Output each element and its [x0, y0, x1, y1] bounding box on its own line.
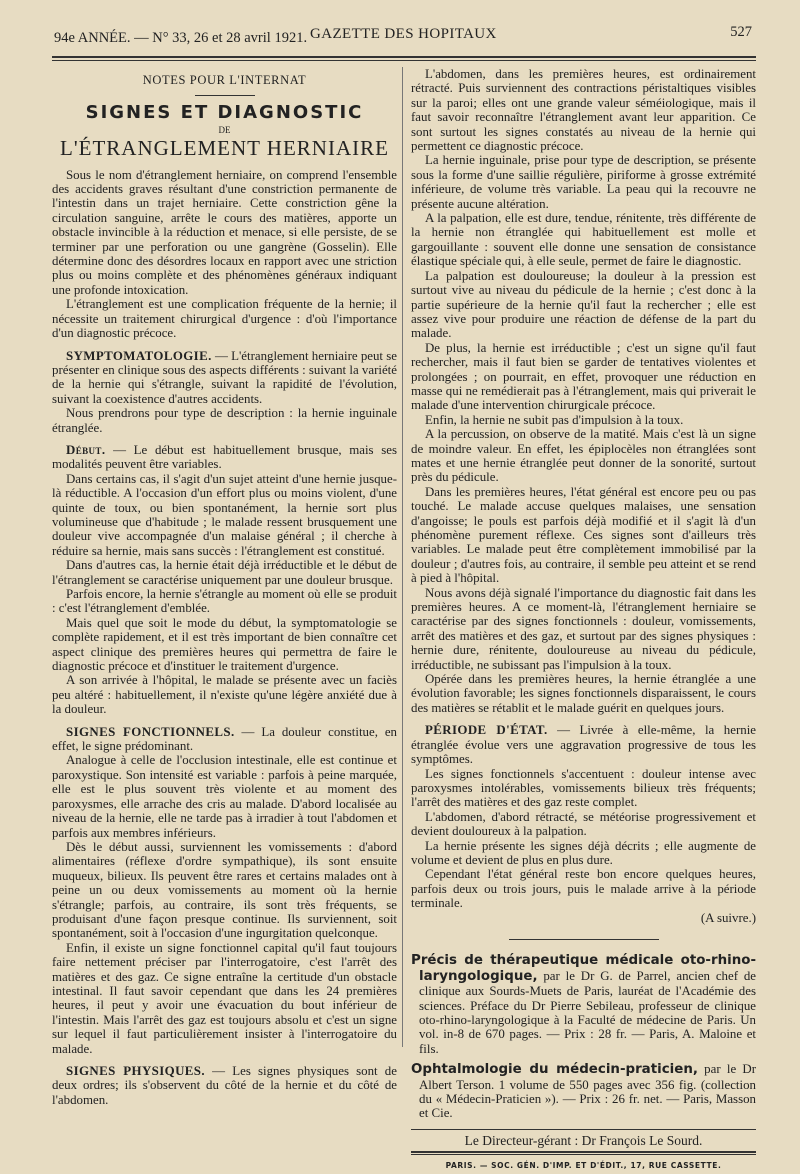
section-paragraph: Début. — Le début est habituellement brusque, mais ses modalités peuvent être variables. — [52, 442, 397, 472]
paragraph: Analogue à celle de l'occlusion intestinale, elle est continue et paroxystique. Son intensité est variable : parfois à peine marquée, elle est le plus souvent très violente et au moment des paroxysmes, elle arrache des cris au malade. D'abord localisée au niveau de la hernie, elle ne tarde pas à irradier à tout l'abdomen et parfois aux membres inférieurs. — [52, 753, 397, 840]
paragraph: La hernie présente les signes déjà décrits ; elle augmente de volume et devient de plus en plus dure. — [411, 838, 756, 867]
right-column — [411, 67, 756, 1174]
director-signature: Le Directeur-gérant : Dr François Le Sourd. — [464, 1132, 703, 1148]
paragraph: Opérée dans les premières heures, la hernie étranglée a une évolution favorable; les signes fonctionnels disparaissent, le cours des matières se rétablit et le malade guérit en quelques jours. — [411, 672, 756, 715]
paragraph: Mais quel que soit le mode du début, la symptomatologie se complète rapidement, et il est très important de bien connaître cet aspect clinique des premières heures qui permettra de faire le diagnostic précoce et d'instituer le traitement d'urgence. — [52, 615, 397, 674]
section-heading: PÉRIODE D'ÉTAT. — [425, 723, 548, 738]
book-notice: Ophtalmologie du médecin-praticien, par le Dr Albert Terson. 1 volume de 550 pages avec 356 fig. (collection du « Médecin-Praticien »). — Prix : 26 fr. net. — Paris, Masson et Cie. — [411, 1062, 756, 1121]
section-kicker: NOTES POUR L'INTERNAT — [142, 73, 307, 87]
left-column — [52, 67, 397, 1174]
paragraph: L'abdomen, d'abord rétracté, se météorise progressivement et devient douloureux à la palpation. — [411, 809, 756, 839]
kicker-rule — [195, 95, 255, 96]
issue-line: 94e ANNÉE. — N° 33, 26 et 28 avril 1921. — [54, 30, 308, 46]
paragraph: A la palpation, elle est dure, tendue, rénitente, très différente de la hernie non étranglée qui habituellement est molle et gargouillante : souvent elle donne une sensation de consistance élastique spéciale qui, à elle seule, permet de faire le diagnostic. — [411, 211, 756, 269]
book-title: Précis de thérapeutique médicale oto-rhino-laryngologique, — [411, 953, 756, 984]
column-divider — [402, 67, 403, 1047]
section-paragraph: SIGNES PHYSIQUES. — Les signes physiques sont de deux ordres; ils s'observent du côté de la hernie et du côté de l'abdomen. — [52, 1064, 397, 1107]
section-paragraph: SYMPTOMATOLOGIE. — L'étranglement herniaire peut se présenter en clinique sous des aspects différents : suivant la variété de la hernie qui s'étrangle, suivant la rapidité de l'évolution, suivant la coexistence d'autres accidents. — [52, 348, 397, 406]
section-heading: SIGNES PHYSIQUES. — [66, 1064, 205, 1078]
article-subtitle: L'ÉTRANGLEMENT HERNIAIRE — [60, 136, 389, 161]
paragraph: Nous avons déjà signalé l'importance du diagnostic fait dans les premières heures. A ce moment-là, l'étranglement herniaire se caractérise par des signes fonctionnels : douleur, vomissements, arrêt des matières et des gaz, et surtout par des signes physiques : hernie dure, rénitente, douloureuse au niveau du pédicule, irréductible, ne subissant pas l'impulsion à la toux. — [411, 585, 756, 672]
book-notice: Précis de thérapeutique médicale oto-rhino-laryngologique, par le Dr G. de Parrel, ancien chef de clinique aux Sourds-Muets de Paris, lauréat de l'Académie des sciences. Préface du Dr Pierre Sebileau, professeur de clinique oto-rhino-laryngologique à la Faculté de médecine de Paris. Un vol. in-8 de 670 pages. — Prix : 28 fr. — Paris, A. Maloine et fils. — [411, 953, 756, 1056]
paragraph: Enfin, il existe un signe fonctionnel capital qu'il faut toujours faire nettement préciser par l'interrogatoire, c'est l'arrêt des matières et des gaz. Ce signe entraîne la certitude d'un obstacle intestinal. Il faut savoir cependant que dans les 24 premières heures, il peut y avoir une évacuation du bout inférieur de l'intestin. Mais l'arrêt des gaz est toujours absolu et c'est un signe sur lequel il faut particulièrement insister à l'interrogatoire du malade. — [52, 940, 397, 1056]
paragraph: L'abdomen, dans les premières heures, est ordinairement rétracté. Puis surviennent des contractions péristaltiques visibles sur la paroi; elles ont une grande valeur séméiologique, mais il faut savoir reconnaître l'étranglement avant leur apparition. Ce sont surtout les signes constatés au niveau de la hernie qui permettent ce diagnostic précoce. — [411, 67, 756, 154]
paragraph: Dans d'autres cas, la hernie était déjà irréductible et le début de l'étranglement se caractérise uniquement par une douleur brusque. — [52, 558, 397, 587]
paragraph: La hernie inguinale, prise pour type de description, se présente sous la forme d'une saillie régulière, piriforme à grosse extrémité inférieure, de volume très variable. La peau qui la recouvre ne présente aucune altération. — [411, 153, 756, 211]
two-columns — [52, 67, 756, 1174]
section-heading: SIGNES FONCTIONNELS. — [66, 724, 235, 739]
signature-rule — [411, 1129, 756, 1130]
paragraph: La palpation est douloureuse; la douleur à la pression est surtout vive au niveau du pédicule de la hernie ; c'est donc à la partie supérieure de la hernie qu'il faut la rechercher ; elle est assez vive pour produire une réaction de défense de la part du malade. — [411, 268, 756, 341]
header-rule — [52, 56, 756, 61]
article-title: SIGNES ET DIAGNOSTIC — [85, 102, 364, 124]
paragraph: De plus, la hernie est irréductible ; c'est un signe qu'il faut rechercher, mais il faut bien se garder de tentatives violentes et prolongées ; on pourrait, en effet, provoquer une réduction en masse qui ne remédierait pas à l'étranglement, mais qui priverait le malade d'une intervention chirurgicale précoce. — [411, 340, 756, 413]
paragraph: Les signes fonctionnels s'accentuent : douleur intense avec paroxysmes intolérables, vomissements bilieux très fréquents; l'arrêt des matières et des gaz reste complet. — [411, 766, 756, 810]
book-title: Ophtalmologie du médecin-praticien, — [411, 1062, 698, 1078]
paragraph: A la percussion, on observe de la matité. Mais c'est là un signe de moindre valeur. En effet, les épiplocèles non étranglées sont mates et une hernie étranglée peut donner de la sonorité, surtout près du pédicule. — [411, 427, 756, 485]
paragraph: Cependant l'état général reste bon encore quelques heures, parfois deux ou trois jours, puis le malade arrive à la période terminale. — [411, 867, 756, 911]
paragraph: Nous prendrons pour type de description : la hernie inguinale étranglée. — [52, 406, 397, 435]
running-header — [52, 22, 756, 46]
imprint-rule — [411, 1151, 756, 1155]
journal-name: GAZETTE DES HOPITAUX — [310, 26, 497, 42]
section-heading: Début. — [66, 442, 106, 457]
paragraph: Parfois encore, la hernie s'étrangle au moment où elle se produit : c'est l'étranglement d'emblée. — [52, 587, 397, 616]
section-heading: SYMPTOMATOLOGIE. — [66, 348, 212, 363]
section-paragraph: SIGNES FONCTIONNELS. — La douleur constitue, en effet, le signe prédominant. — [52, 724, 398, 754]
article-title-de: DE — [218, 124, 231, 135]
paragraph: Enfin, la hernie ne subit pas d'impulsion à la toux. — [425, 412, 684, 427]
ornament-rule — [411, 931, 756, 945]
printer-imprint: PARIS. — SOC. GÉN. D'IMP. ET D'ÉDIT., 17, RUE CASSETTE. — [445, 1161, 722, 1171]
section-paragraph: PÉRIODE D'ÉTAT. — Livrée à elle-même, la hernie étranglée évolue vers une aggravation progressive de tous les symptômes. — [411, 723, 756, 767]
page-number: 527 — [730, 24, 752, 40]
paragraph: Dès le début aussi, surviennent les vomissements : d'abord alimentaires (réflexe d'ordre sympathique), ils sont ensuite muqueux, bilieux. Ils peuvent être rares et certains malades ont à peine un ou deux vomissements au moment où la hernie s'étrangle; parfois, au contraire, ils sont très fréquents, se produisant d'une façon presque continue. Ils surviennent, soit spontanément, soit à l'occasion d'une ingurgitation quelconque. — [52, 839, 397, 941]
to-be-continued: (A suivre.) — [700, 910, 756, 925]
paragraph: Dans certains cas, il s'agit d'un sujet atteint d'une hernie jusque-là réductible. A l'occasion d'un effort plus ou moins violent, d'une quinte de toux, ou bien spontanément, la hernie sort plus volumineuse que d'habitude ; le malade ressent brusquement une douleur vive accompagnée d'un malaise général ; il cherche à réduire sa hernie, mais sans succès : l'étranglement est constitué. — [52, 471, 397, 558]
paragraph: L'étranglement est une complication fréquente de la hernie; il nécessite un traitement chirurgical d'urgence : d'où l'importance d'un diagnostic précoce. — [52, 297, 397, 341]
paragraph: Sous le nom d'étranglement herniaire, on comprend l'ensemble des accidents graves résultant d'une constriction permanente de l'intestin dans un trajet herniaire. Cette constriction gêne la circulation sanguine, arrête le cours des matières, apporte un obstacle invincible à la réduction et menace, si elle persiste, de se terminer par une perforation ou une gangrène (Gosselin). Elle détermine donc des désordres locaux en rapport avec une striction plus ou moins complète et des phénomènes généraux indiquant une profonde intoxication. — [52, 167, 397, 297]
paragraph: A son arrivée à l'hôpital, le malade se présente avec un faciès peu altéré : habituellement, il n'existe qu'une légère anxiété due à la douleur. — [52, 673, 397, 717]
paragraph: Dans les premières heures, l'état général est encore peu ou pas touché. Le malade accuse quelques malaises, une sensation d'angoisse; le pouls est parfois déjà modifié et il s'agit là d'un phénomène purement réflexe. Ces signes sont d'ailleurs très variables. Le malade peut être complètement immobilisé par la douleur ; d'autres fois, au contraire, il semble peu atteint et se rend à pied à l'hôpital. — [411, 484, 756, 586]
